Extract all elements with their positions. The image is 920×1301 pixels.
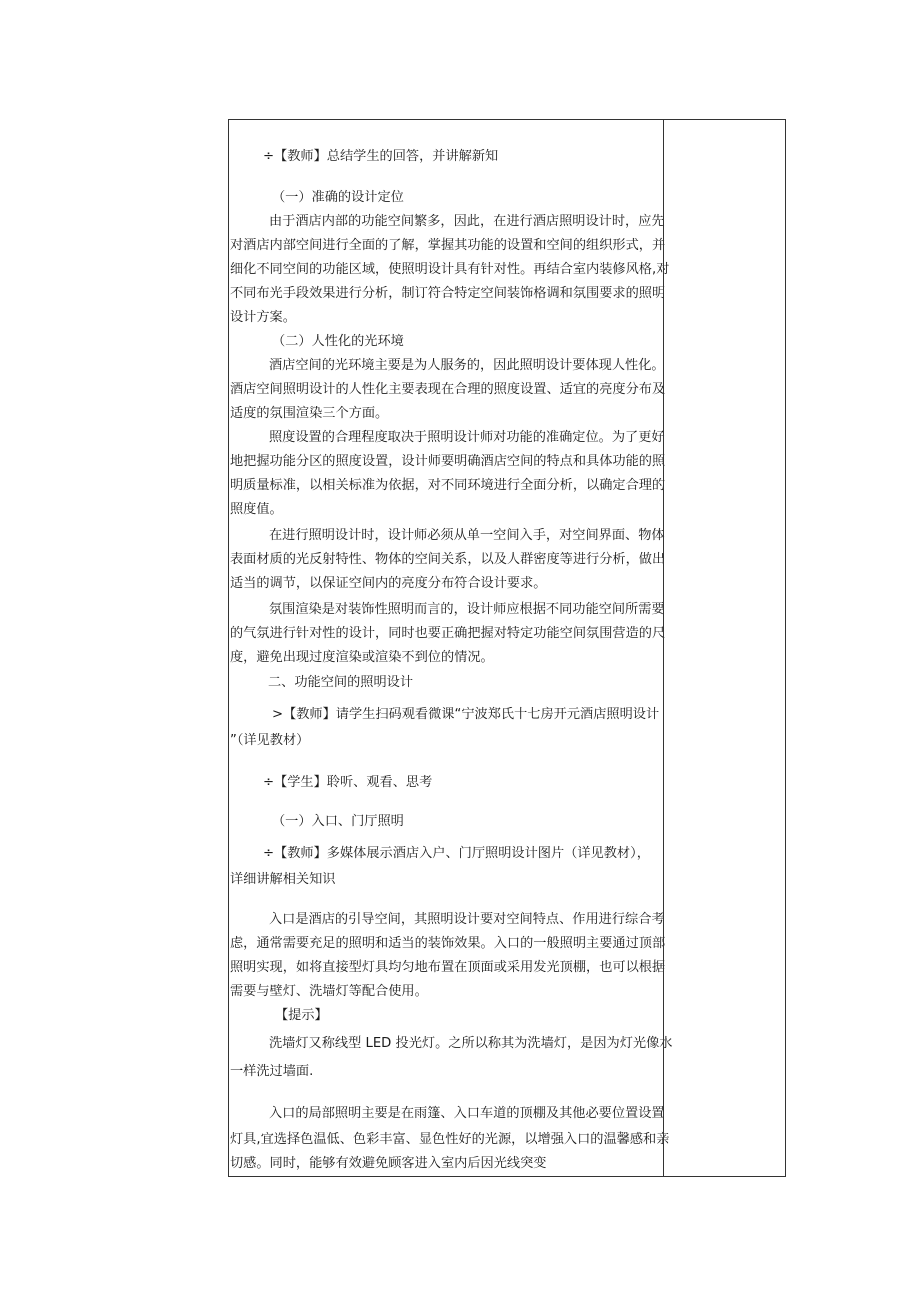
tip-heading: 【提示】 — [275, 1008, 328, 1023]
teacher-instruction-line: 详细讲解相关知识 — [230, 872, 336, 887]
paragraph-line: 细化不同空间的功能区域，使照明设计具有针对性。再结合室内装修风格,对 — [230, 262, 670, 277]
paragraph-line: 氛围渲染是对装饰性照明而言的，设计师应根据不同功能空间所需要 — [269, 602, 665, 617]
paragraph-line: 适度的氛围渲染三个方面。 — [230, 406, 389, 421]
paragraph-line: 酒店空间的光环境主要是为人服务的，因此照明设计要体现人性化。 — [269, 358, 665, 373]
section-heading: （一）入口、门厅照明 — [272, 814, 404, 829]
notes-cell — [664, 120, 785, 1176]
teacher-instruction-line: ÷【教师】多媒体展示酒店入户、门厅照明设计图片（详见教材）， — [263, 846, 650, 861]
paragraph-line: 酒店空间照明设计的人性化主要表现在合理的照度设置、适宜的亮度分布及 — [230, 382, 666, 397]
paragraph-line: 表面材质的光反射特性、物体的空间关系，以及人群密度等进行分析，做出 — [230, 552, 666, 567]
paragraph-line: 照度值。 — [230, 502, 283, 517]
paragraph-line: 设计方案。 — [230, 310, 296, 325]
paragraph-line: 照明实现，如将直接型灯具均匀地布置在顶面或采用发光顶棚，也可以根据 — [230, 960, 666, 975]
chapter-heading: 二、功能空间的照明设计 — [268, 675, 414, 690]
paragraph-line: 入口的局部照明主要是在雨篷、入口车道的顶棚及其他必要位置设置 — [269, 1106, 665, 1121]
section-heading: （二）人性化的光环境 — [272, 334, 404, 349]
paragraph-line: 不同布光手段效果进行分析，制订符合特定空间装饰格调和氛围要求的照明 — [230, 286, 666, 301]
paragraph-line: 度，避免出现过度渲染或渲染不到位的情况。 — [230, 650, 494, 665]
teacher-instruction-line: >【教师】请学生扫码观看微课“宁波郑氏十七房开元酒店照明设计 — [272, 707, 660, 722]
paragraph-line: 照度设置的合理程度取决于照明设计师对功能的准确定位。为了更好 — [269, 430, 665, 445]
paragraph-line: 地把握功能分区的照度设置，设计师要明确酒店空间的特点和具体功能的照 — [230, 454, 666, 469]
paragraph-line: 适当的调节，以保证空间内的亮度分布符合设计要求。 — [230, 576, 547, 591]
paragraph-line: 明质量标准，以相关标准为依据，对不同环境进行全面分析，以确定合理的 — [230, 478, 666, 493]
teacher-summary-line: ÷【教师】总结学生的回答，并讲解新知 — [263, 149, 499, 164]
content-cell — [229, 120, 673, 1176]
paragraph-line: 灯具,宜选择色温低、色彩丰富、显色性好的光源，以增强入口的温馨感和亲 — [230, 1132, 670, 1147]
teacher-instruction-line: ”（详见教材） — [230, 733, 310, 748]
paragraph-line: 的气氛进行针对性的设计，同时也要正确把握对特定功能空间氛围营造的尺 — [230, 626, 666, 641]
paragraph-line: 切感。同时，能够有效避免顾客进入室内后因光线突变 — [230, 1156, 547, 1171]
paragraph-line: 对酒店内部空间进行全面的了解，掌握其功能的设置和空间的组织形式，并 — [230, 238, 666, 253]
paragraph-line: 需要与壁灯、洗墙灯等配合使用。 — [230, 984, 428, 999]
paragraph-line: 入口是酒店的引导空间，其照明设计要对空间特点、作用进行综合考 — [269, 912, 665, 927]
lesson-table — [228, 119, 786, 1177]
tip-line: 一样洗过墙面. — [230, 1064, 314, 1079]
section-heading: （一）准确的设计定位 — [272, 190, 404, 205]
tip-line: 洗墙灯又称线型 LED 投光灯。之所以称其为洗墙灯，是因为灯光像水 — [269, 1036, 673, 1051]
paragraph-line: 虑，通常需要充足的照明和适当的装饰效果。入口的一般照明主要通过顶部 — [230, 936, 666, 951]
student-activity-line: ÷【学生】聆听、观看、思考 — [263, 775, 433, 790]
paragraph-line: 由于酒店内部的功能空间繁多，因此，在进行酒店照明设计时，应先 — [269, 214, 665, 229]
paragraph-line: 在进行照明设计时，设计师必须从单一空间入手，对空间界面、物体 — [269, 528, 665, 543]
